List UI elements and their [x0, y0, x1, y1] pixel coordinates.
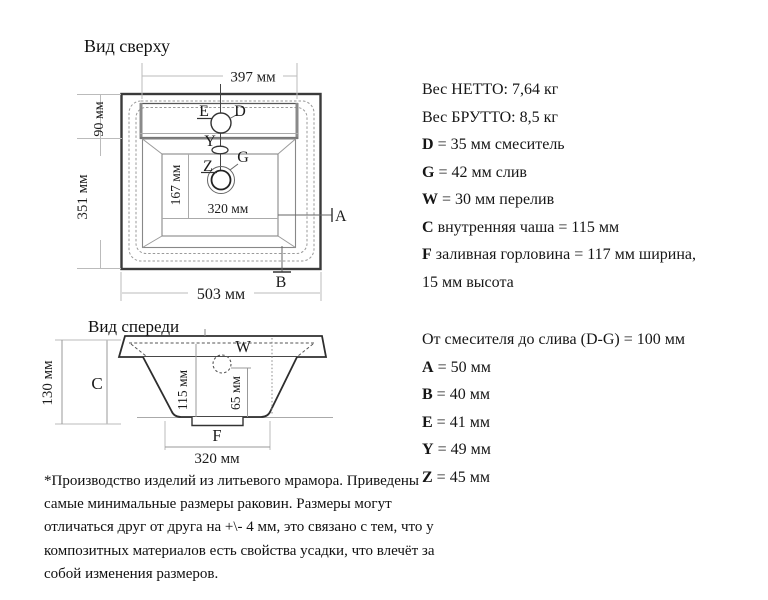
spec-line-d: D = 35 мм смеситель	[422, 136, 565, 153]
point-label-y: Y	[204, 133, 216, 150]
footnote-line: *Производство изделий из литьевого мрамора. Приведены	[44, 473, 419, 489]
point-label-f: F	[212, 426, 222, 445]
spec-line-z: Z = 45 мм	[422, 468, 490, 486]
rim-outline	[119, 336, 326, 357]
spec-line-c: C внутренняя чаша = 115 мм	[422, 218, 620, 236]
bowl-outline	[143, 357, 297, 417]
point-label-e: E	[199, 103, 209, 120]
front-view-title: Вид спереди	[88, 317, 180, 336]
footnote-line: собой изменения размеров.	[44, 565, 219, 582]
svg-text:320 мм: 320 мм	[207, 201, 249, 216]
svg-text:115 мм: 115 мм	[175, 369, 190, 411]
spec-line-g: G = 42 мм слив	[422, 163, 527, 181]
footnote-line: отличаться друг от друга на +\- 4 мм, это связано с тем, что у	[44, 519, 434, 536]
spec-line-f2: 15 мм высота	[422, 273, 514, 291]
svg-text:90 мм: 90 мм	[92, 101, 107, 137]
top-view-title: Вид сверху	[84, 36, 170, 56]
front-view-drawing	[30, 315, 380, 470]
dim-130	[40, 340, 121, 424]
point-label-g: G	[237, 149, 249, 166]
spec-line-e: E = 41 мм	[422, 413, 490, 431]
footnote-line: композитных материалов есть свойства усадки, что влечёт за	[44, 542, 435, 559]
svg-text:B: B	[275, 274, 287, 291]
spec-list	[422, 76, 762, 491]
spec-line-f: F заливная горловина = 117 мм ширина,	[422, 246, 696, 263]
dim-c	[91, 340, 107, 424]
spec-line-b: B = 40 мм	[422, 386, 490, 403]
svg-text:A: A	[335, 208, 347, 225]
top-view-drawing	[55, 58, 365, 308]
svg-text:65 мм: 65 мм	[228, 376, 243, 410]
weight-net-line: Вес НЕТТО: 7,64 кг	[422, 81, 559, 98]
drain-flange	[192, 417, 243, 426]
point-label-w: W	[235, 337, 251, 356]
production-footnote	[44, 470, 454, 586]
footnote-line: самые минимальные размеры раковин. Размеры могут	[44, 496, 392, 513]
spec-line-a: A = 50 мм	[422, 358, 491, 376]
spec-gap	[422, 296, 762, 326]
dim-503	[121, 272, 321, 303]
dim-90	[77, 101, 122, 138]
point-label-z: Z	[203, 158, 213, 175]
svg-text:130 мм: 130 мм	[40, 360, 56, 406]
faucet-hole	[211, 113, 231, 133]
svg-text:397 мм: 397 мм	[230, 69, 276, 86]
svg-text:503 мм: 503 мм	[196, 286, 246, 303]
svg-text:C: C	[91, 374, 103, 393]
spec-line-y: Y = 49 мм	[422, 441, 491, 458]
point-label-d: D	[234, 103, 246, 120]
spec-line-w: W = 30 мм перелив	[422, 191, 555, 208]
svg-text:320 мм: 320 мм	[194, 451, 240, 467]
weight-gross-line: Вес БРУТТО: 8,5 кг	[422, 108, 558, 126]
spec-line-distance: От смесителя до слива (D-G) = 100 мм	[422, 331, 685, 348]
svg-text:351 мм: 351 мм	[75, 174, 91, 220]
svg-text:167 мм: 167 мм	[168, 164, 183, 206]
